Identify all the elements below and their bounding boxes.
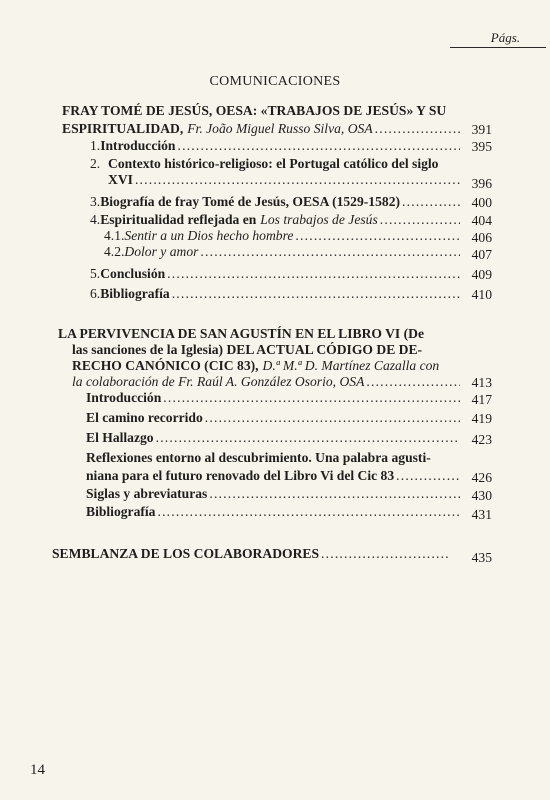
toc-item-conclusion: 5. Conclusión ..... [90, 266, 462, 282]
toc2-item-camino: El camino recorrido ..... [86, 410, 462, 426]
toc-item-page: 417 [471, 392, 492, 407]
toc-item-page: 407 [471, 247, 492, 262]
toc-item-bibliografia: 6. Bibliografía ..... [90, 286, 462, 302]
pags-label: Págs. [490, 30, 520, 45]
toc-item-page: 423 [471, 432, 492, 447]
toc-item-page: 395 [471, 139, 492, 154]
article1-title-line1: FRAY TOMÉ DE JESÚS, OESA: «TRABAJOS DE JESÚS» Y SU [62, 103, 447, 118]
toc-item-page: 400 [471, 195, 492, 210]
article2-title-line2: las sanciones de la Iglesia) DEL ACTUAL CÓDIGO DE DE- [72, 342, 423, 357]
toc-subitem-sentir: 4.1. Sentir a un Dios hecho hombre ..... [104, 228, 462, 244]
article1-title-line2 [62, 121, 462, 137]
closing-page: 435 [471, 550, 492, 565]
article2-title-page: 413 [471, 375, 492, 390]
toc-item-espiritualidad: 4. Espiritualidad reflejada en Los trabajos de Jesús ..... [90, 212, 462, 228]
toc2-item-siglas: Siglas y abreviaturas ..... [86, 486, 462, 502]
toc-subitem-dolor: 4.2. Dolor y amor ..... [104, 244, 462, 260]
toc-item-page: 431 [471, 507, 492, 522]
toc-item-page: 404 [471, 213, 492, 228]
article1-title-page: 391 [471, 122, 492, 137]
toc-item-contexto-line2: XVI ..... [108, 172, 462, 188]
toc-item-page: 430 [471, 488, 492, 503]
toc-item-contexto-line1: 2. Contexto histórico-religioso: el Portugal católico del siglo [90, 156, 439, 171]
toc-item-page: 410 [471, 287, 492, 302]
toc-item-page: 406 [471, 230, 492, 245]
toc2-item-hallazgo: El Hallazgo ..... [86, 430, 462, 446]
toc-item-page: 419 [471, 411, 492, 426]
toc-item-introduccion: 1. Introducción ..... [90, 138, 462, 154]
closing-entry: SEMBLANZA DE LOS COLABORADORES ..... [52, 546, 452, 562]
toc-item-page: 409 [471, 267, 492, 282]
toc2-item-introduccion: Introducción ..... [86, 390, 462, 406]
article2-title-line3: RECHO CANÓNICO (CIC 83), D.ª M.ª D. Martínez Cazalla con [72, 358, 440, 373]
toc2-item-bibliografia: Bibliografía ..... [86, 504, 462, 520]
section-heading: COMUNICACIONES [209, 74, 341, 89]
article1-author: Fr. João Miguel Russo Silva, OSA [187, 121, 373, 136]
header-rule [450, 47, 546, 48]
toc-item-page: 396 [471, 176, 492, 191]
article2-title-line1: LA PERVIVENCIA DE SAN AGUSTÍN EN EL LIBRO VI (De [58, 326, 425, 341]
article2-title-line4: la colaboración de Fr. Raúl A. González Osorio, OSA ..... [72, 374, 462, 390]
article1-title-bold: ESPIRITUALIDAD, [62, 121, 184, 136]
page-number: 14 [30, 762, 45, 778]
toc-item-page: 426 [471, 470, 492, 485]
leader-dots [375, 121, 460, 137]
toc2-item-reflexiones-line2: niana para el futuro renovado del Libro Vi del Cic 83 ..... [86, 468, 462, 484]
toc2-item-reflexiones-line1: Reflexiones entorno al descubrimiento. Una palabra agusti- [86, 450, 431, 465]
toc-item-biografia: 3. Biografía de fray Tomé de Jesús, OESA (1529-1582) ..... [90, 194, 462, 210]
